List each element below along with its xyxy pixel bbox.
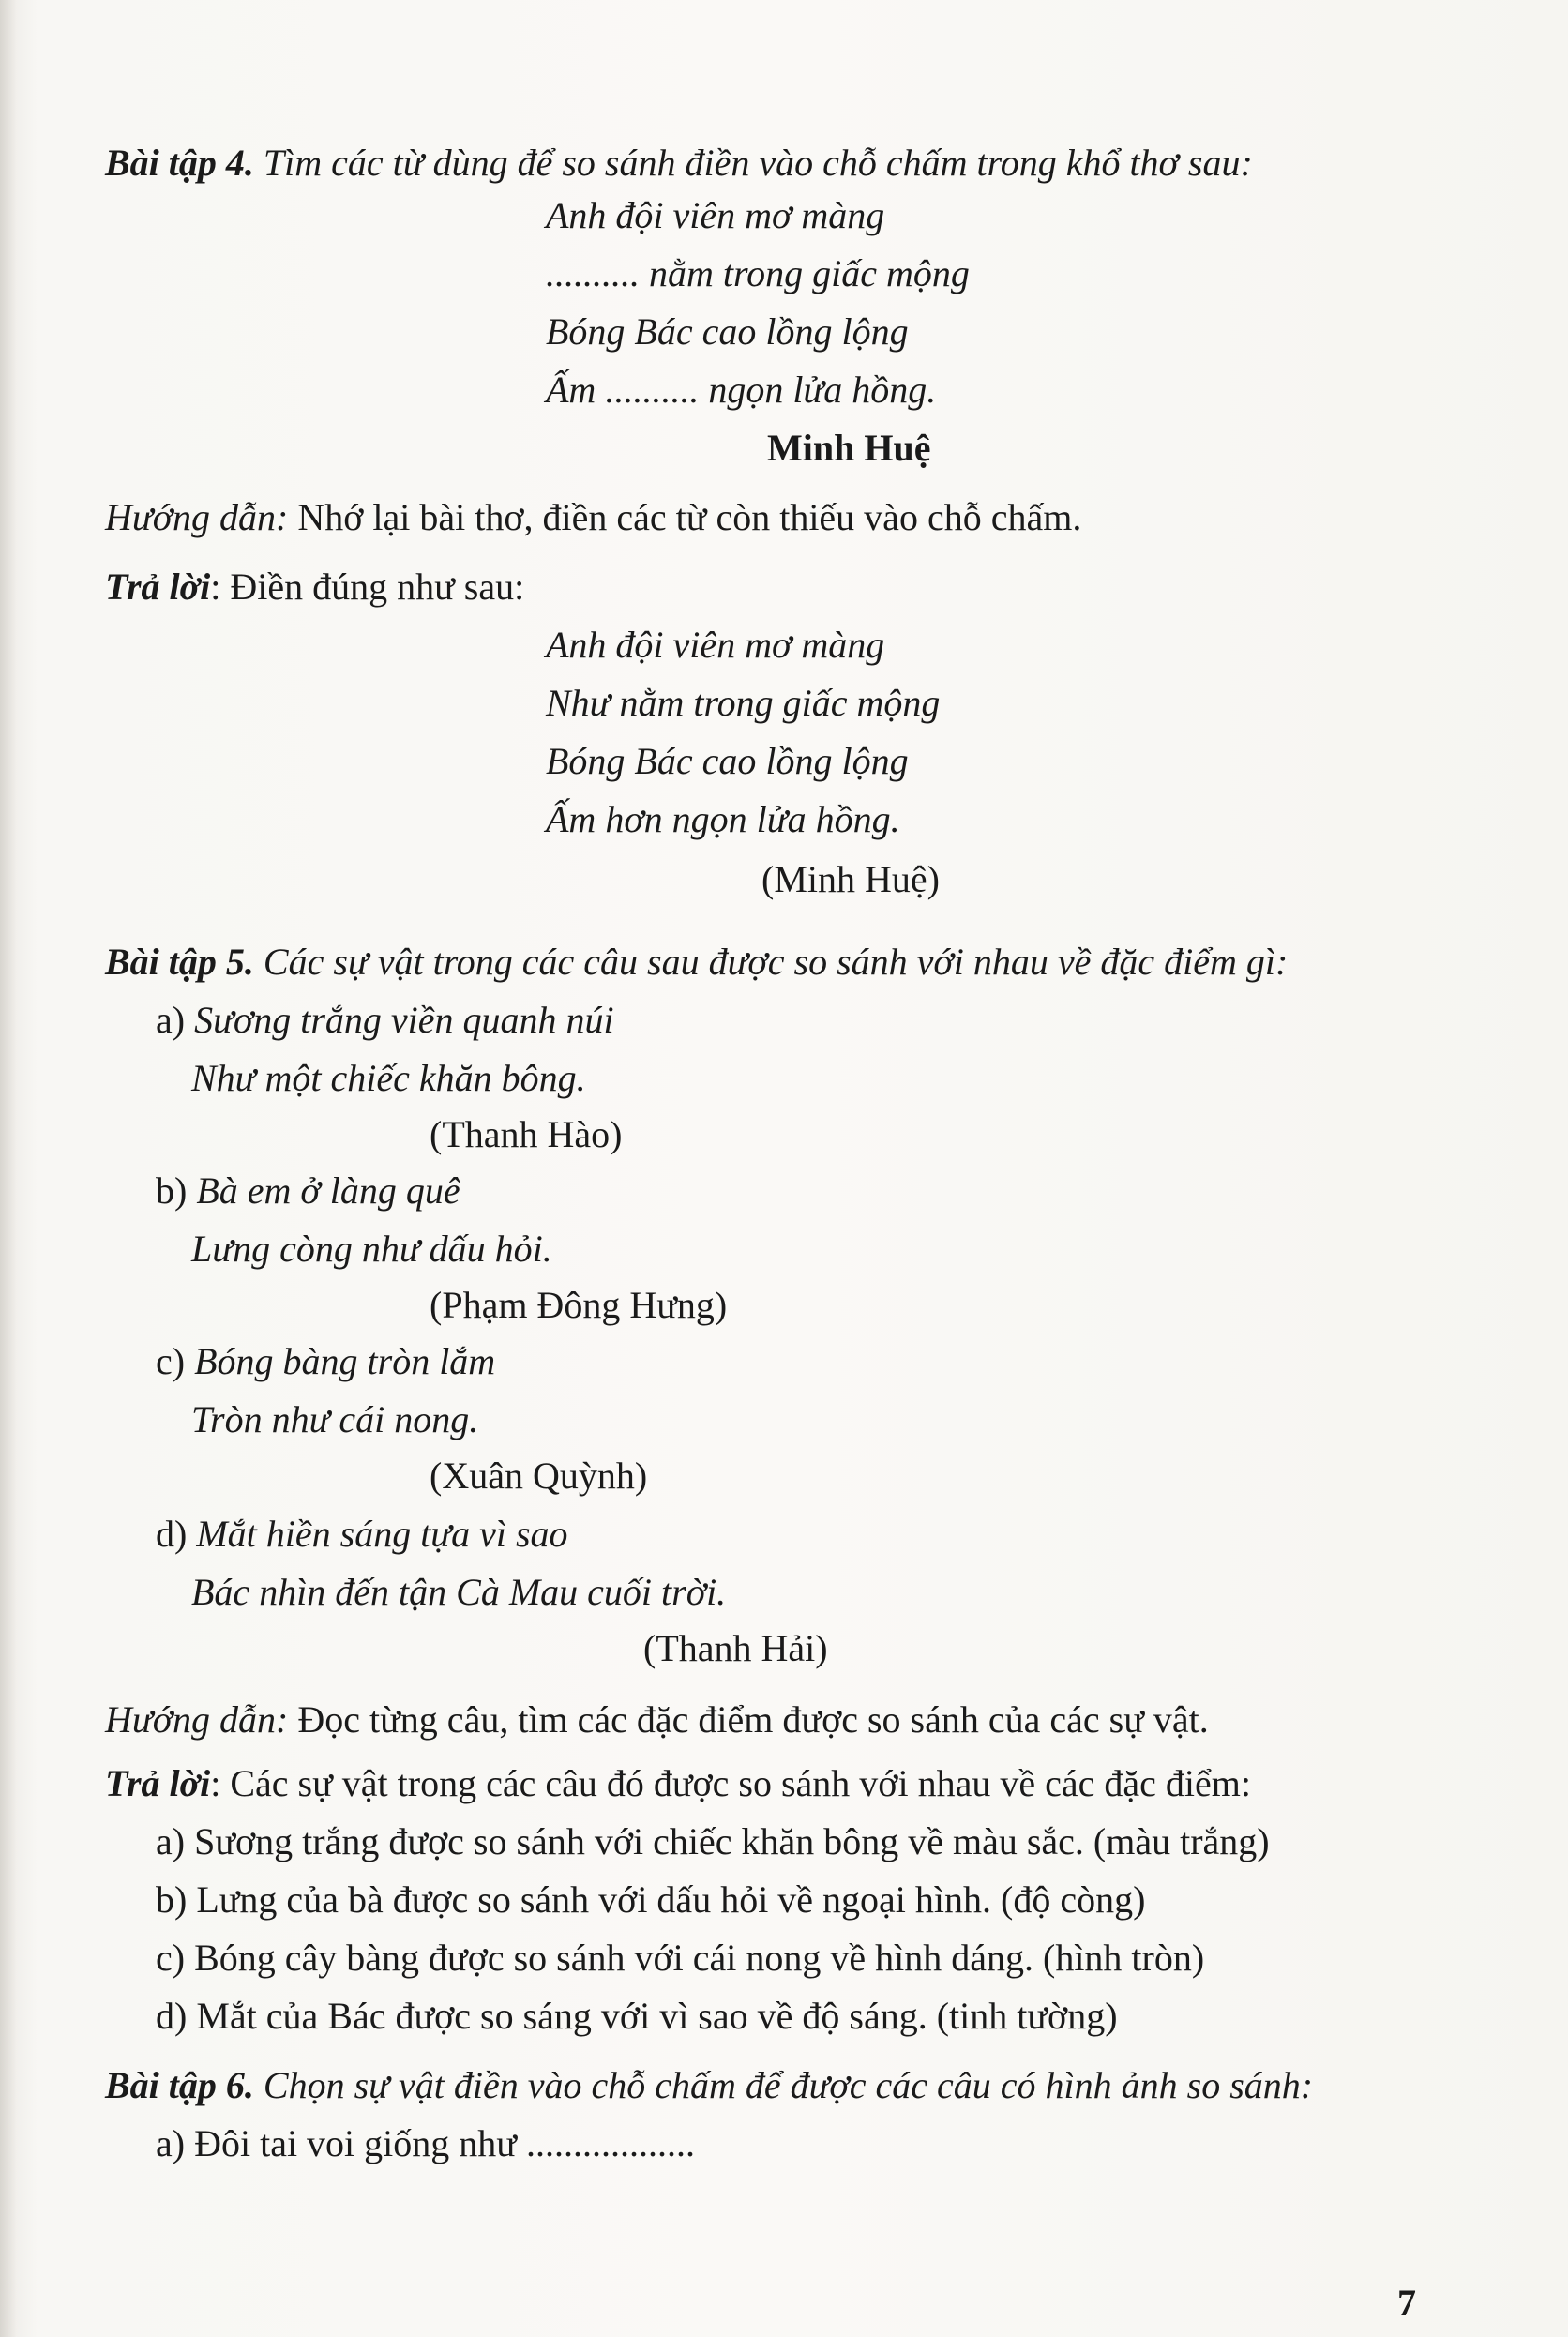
exercise-5-answer <box>105 1761 1251 1806</box>
exercise-6-title <box>105 2063 1313 2108</box>
exercise-6-label: Bài tập 6. <box>105 2064 254 2106</box>
item-marker: d) <box>156 1513 197 1555</box>
answer-poem-line: Như nằm trong giấc mộng <box>546 682 941 724</box>
answer-line: a) Sương trắng được so sánh với chiếc khăn bông về màu sắc. (màu trắng) <box>156 1820 1270 1862</box>
exercise-4-answer <box>105 565 524 610</box>
item-line: Bóng bàng tròn lắm <box>194 1340 496 1382</box>
item-line: Sương trắng viền quanh núi <box>194 999 614 1041</box>
exercise-5-title <box>105 940 1288 985</box>
item-line: Như một chiếc khăn bông. <box>191 1057 586 1099</box>
exercise-5-prompt: Các sự vật trong các câu sau được so sánh với nhau về đặc điểm gì: <box>253 941 1289 983</box>
item-marker: b) <box>156 1169 197 1212</box>
item-author: (Phạm Đông Hưng) <box>430 1284 728 1326</box>
book-spine-shadow <box>0 0 17 2337</box>
exercise-5-item-b <box>156 1168 460 1214</box>
answer-poem-author: (Minh Huệ) <box>761 858 940 900</box>
exercise-4-guide <box>105 495 1081 540</box>
exercise-4-label: Bài tập 4. <box>105 142 254 184</box>
exercise-6-item-a: a) Đôi tai voi giống như .................. <box>156 2122 695 2164</box>
item-line: Lưng còng như dấu hỏi. <box>191 1228 552 1270</box>
answer-poem-line: Bóng Bác cao lồng lộng <box>546 740 909 782</box>
item-marker: a) <box>156 999 195 1041</box>
answer-line: c) Bóng cây bàng được so sánh với cái nong về hình dáng. (hình tròn) <box>156 1937 1205 1979</box>
item-author: (Xuân Quỳnh) <box>430 1455 648 1497</box>
answer-poem-line: Ấm hơn ngọn lửa hồng. <box>546 798 900 840</box>
answer-line: d) Mắt của Bác được so sáng với vì sao về độ sáng. (tinh tường) <box>156 1995 1118 2037</box>
item-author: (Thanh Hải) <box>643 1627 828 1669</box>
exercise-4-prompt: Tìm các từ dùng để so sánh điền vào chỗ chấm trong khổ thơ sau: <box>253 142 1253 184</box>
item-line: Bác nhìn đến tận Cà Mau cuối trời. <box>191 1571 727 1613</box>
poem-line: .......... nằm trong giấc mộng <box>546 252 970 294</box>
guide-label: Hướng dẫn: <box>105 496 289 538</box>
guide-label: Hướng dẫn: <box>105 1698 289 1741</box>
answer-line: b) Lưng của bà được so sánh với dấu hỏi về ngoại hình. (độ còng) <box>156 1878 1146 1921</box>
answer-text: : Điền đúng như sau: <box>210 565 525 608</box>
guide-text: Nhớ lại bài thơ, điền các từ còn thiếu vào chỗ chấm. <box>288 496 1082 538</box>
item-line: Mắt hiền sáng tựa vì sao <box>196 1513 568 1555</box>
exercise-5-item-a <box>156 998 614 1043</box>
answer-label: Trả lời <box>105 1762 211 1804</box>
answer-label: Trả lời <box>105 565 211 608</box>
exercise-4-title <box>105 141 1253 186</box>
item-author: (Thanh Hào) <box>430 1113 623 1155</box>
answer-poem-line: Anh đội viên mơ màng <box>546 624 885 666</box>
exercise-5-guide <box>105 1697 1209 1742</box>
guide-text: Đọc từng câu, tìm các đặc điểm được so sánh của các sự vật. <box>288 1698 1209 1741</box>
item-line: Tròn như cái nong. <box>191 1398 479 1440</box>
poem-line: Bóng Bác cao lồng lộng <box>546 310 909 353</box>
item-marker: c) <box>156 1340 195 1382</box>
page-number: 7 <box>1397 2282 1416 2324</box>
poem-author: Minh Huệ <box>767 427 931 469</box>
answer-text: : Các sự vật trong các câu đó được so sánh với nhau về các đặc điểm: <box>210 1762 1251 1804</box>
poem-line: Anh đội viên mơ màng <box>546 194 885 236</box>
poem-line: Ấm .......... ngọn lửa hồng. <box>546 369 937 411</box>
exercise-5-item-d <box>156 1512 568 1557</box>
exercise-5-label: Bài tập 5. <box>105 941 254 983</box>
exercise-6-prompt: Chọn sự vật điền vào chỗ chấm để được các câu có hình ảnh so sánh: <box>253 2064 1314 2106</box>
item-line: Bà em ở làng quê <box>196 1169 460 1212</box>
exercise-5-item-c <box>156 1339 495 1384</box>
